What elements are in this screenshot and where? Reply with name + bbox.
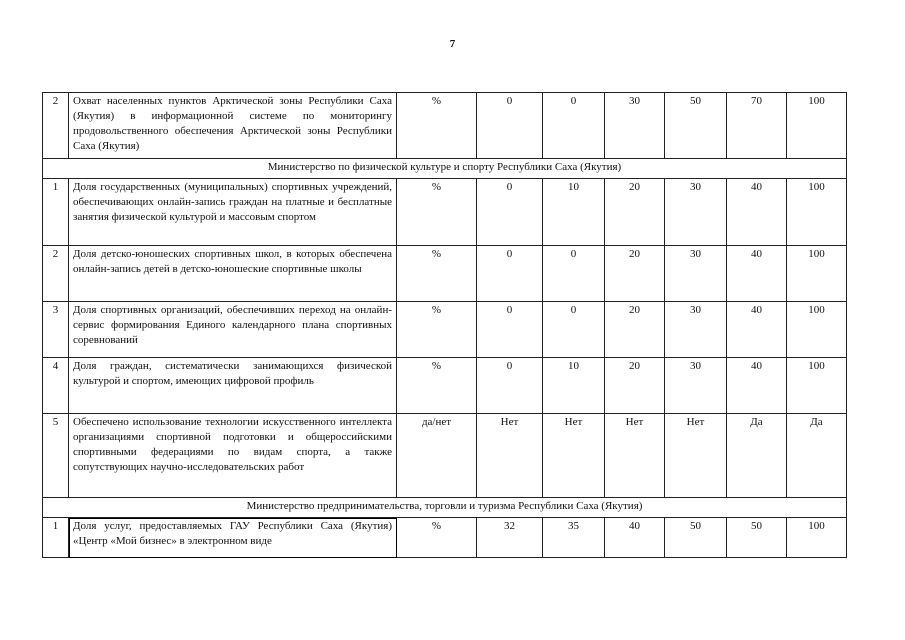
row-number-cell: 1 xyxy=(43,179,69,246)
value-cell: 100 xyxy=(787,93,847,159)
value-cell: 100 xyxy=(787,358,847,414)
indicator-name-cell: Доля услуг, предоставляемых ГАУ Республики Саха (Якутия) «Центр «Мой бизнес» в электронном виде xyxy=(69,518,397,558)
value-cell: Да xyxy=(727,414,787,498)
table-row xyxy=(43,246,847,302)
value-cell: 20 xyxy=(605,246,665,302)
table-row xyxy=(43,93,847,159)
value-cell: 50 xyxy=(727,518,787,558)
value-cell: 100 xyxy=(787,302,847,358)
value-cell: 20 xyxy=(605,302,665,358)
row-number-cell: 2 xyxy=(43,93,69,159)
page-number: 7 xyxy=(449,38,456,50)
value-cell: Да xyxy=(787,414,847,498)
value-cell: 10 xyxy=(543,179,605,246)
value-cell: 50 xyxy=(665,93,727,159)
table-row xyxy=(43,179,847,246)
row-number-cell: 3 xyxy=(43,302,69,358)
indicators-table xyxy=(42,92,847,558)
value-cell: 40 xyxy=(605,518,665,558)
value-cell: 0 xyxy=(543,246,605,302)
row-number-cell: 2 xyxy=(43,246,69,302)
indicator-name-cell: Доля граждан, систематически занимающихся физической культурой и спортом, имеющих цифровой профиль xyxy=(69,358,397,414)
value-cell: 10 xyxy=(543,358,605,414)
value-cell: Нет xyxy=(605,414,665,498)
value-cell: 40 xyxy=(727,302,787,358)
row-number-cell: 1 xyxy=(43,518,69,558)
value-cell: 30 xyxy=(665,302,727,358)
unit-cell: % xyxy=(397,302,477,358)
row-number-cell: 5 xyxy=(43,414,69,498)
value-cell: 30 xyxy=(665,179,727,246)
value-cell: 40 xyxy=(727,246,787,302)
unit-cell: да/нет xyxy=(397,414,477,498)
unit-cell: % xyxy=(397,246,477,302)
value-cell: 0 xyxy=(543,302,605,358)
section-header-row xyxy=(43,159,847,179)
section-title: Министерство по физической культуре и спорту Республики Саха (Якутия) xyxy=(43,159,847,179)
value-cell: 100 xyxy=(787,179,847,246)
section-title: Министерство предпринимательства, торговли и туризма Республики Саха (Якутия) xyxy=(43,498,847,518)
unit-cell: % xyxy=(397,518,477,558)
unit-cell: % xyxy=(397,93,477,159)
unit-cell: % xyxy=(397,358,477,414)
unit-cell: % xyxy=(397,179,477,246)
table-row xyxy=(43,518,847,558)
value-cell: 100 xyxy=(787,246,847,302)
value-cell: 30 xyxy=(605,93,665,159)
value-cell: 40 xyxy=(727,358,787,414)
indicator-name-cell: Обеспечено использование технологии искусственного интеллекта организациями спортивной подготовки и общероссийскими спортивными федерациями по видам спорта, а также сопутствующих научно-исследовательских работ xyxy=(69,414,397,498)
table-row xyxy=(43,302,847,358)
indicator-name-cell: Охват населенных пунктов Арктической зоны Республики Саха (Якутия) в информационной системе по мониторингу продовольственного обеспечения Арктической зоны Республики Саха (Якутия) xyxy=(69,93,397,159)
value-cell: 0 xyxy=(477,93,543,159)
value-cell: 35 xyxy=(543,518,605,558)
value-cell: 0 xyxy=(477,179,543,246)
value-cell: 20 xyxy=(605,358,665,414)
value-cell: 0 xyxy=(477,246,543,302)
table-body xyxy=(43,93,847,558)
row-number-cell: 4 xyxy=(43,358,69,414)
value-cell: 30 xyxy=(665,246,727,302)
value-cell: 100 xyxy=(787,518,847,558)
indicator-name-cell: Доля детско-юношеских спортивных школ, в которых обеспечена онлайн-запись детей в детско-юношеские спортивные школы xyxy=(69,246,397,302)
value-cell: Нет xyxy=(543,414,605,498)
value-cell: 30 xyxy=(665,358,727,414)
value-cell: Нет xyxy=(665,414,727,498)
value-cell: 0 xyxy=(477,302,543,358)
table-row xyxy=(43,358,847,414)
value-cell: 0 xyxy=(477,358,543,414)
table-row xyxy=(43,414,847,498)
value-cell: 50 xyxy=(665,518,727,558)
section-header-row xyxy=(43,498,847,518)
value-cell: 70 xyxy=(727,93,787,159)
value-cell: Нет xyxy=(477,414,543,498)
value-cell: 20 xyxy=(605,179,665,246)
value-cell: 0 xyxy=(543,93,605,159)
indicator-name-cell: Доля государственных (муниципальных) спортивных учреждений, обеспечивающих онлайн-запись граждан на платные и бесплатные занятия физической культурой и массовым спортом xyxy=(69,179,397,246)
indicator-name-cell: Доля спортивных организаций, обеспечивших переход на онлайн-сервис формирования Единого календарного плана спортивных соревнований xyxy=(69,302,397,358)
value-cell: 32 xyxy=(477,518,543,558)
value-cell: 40 xyxy=(727,179,787,246)
